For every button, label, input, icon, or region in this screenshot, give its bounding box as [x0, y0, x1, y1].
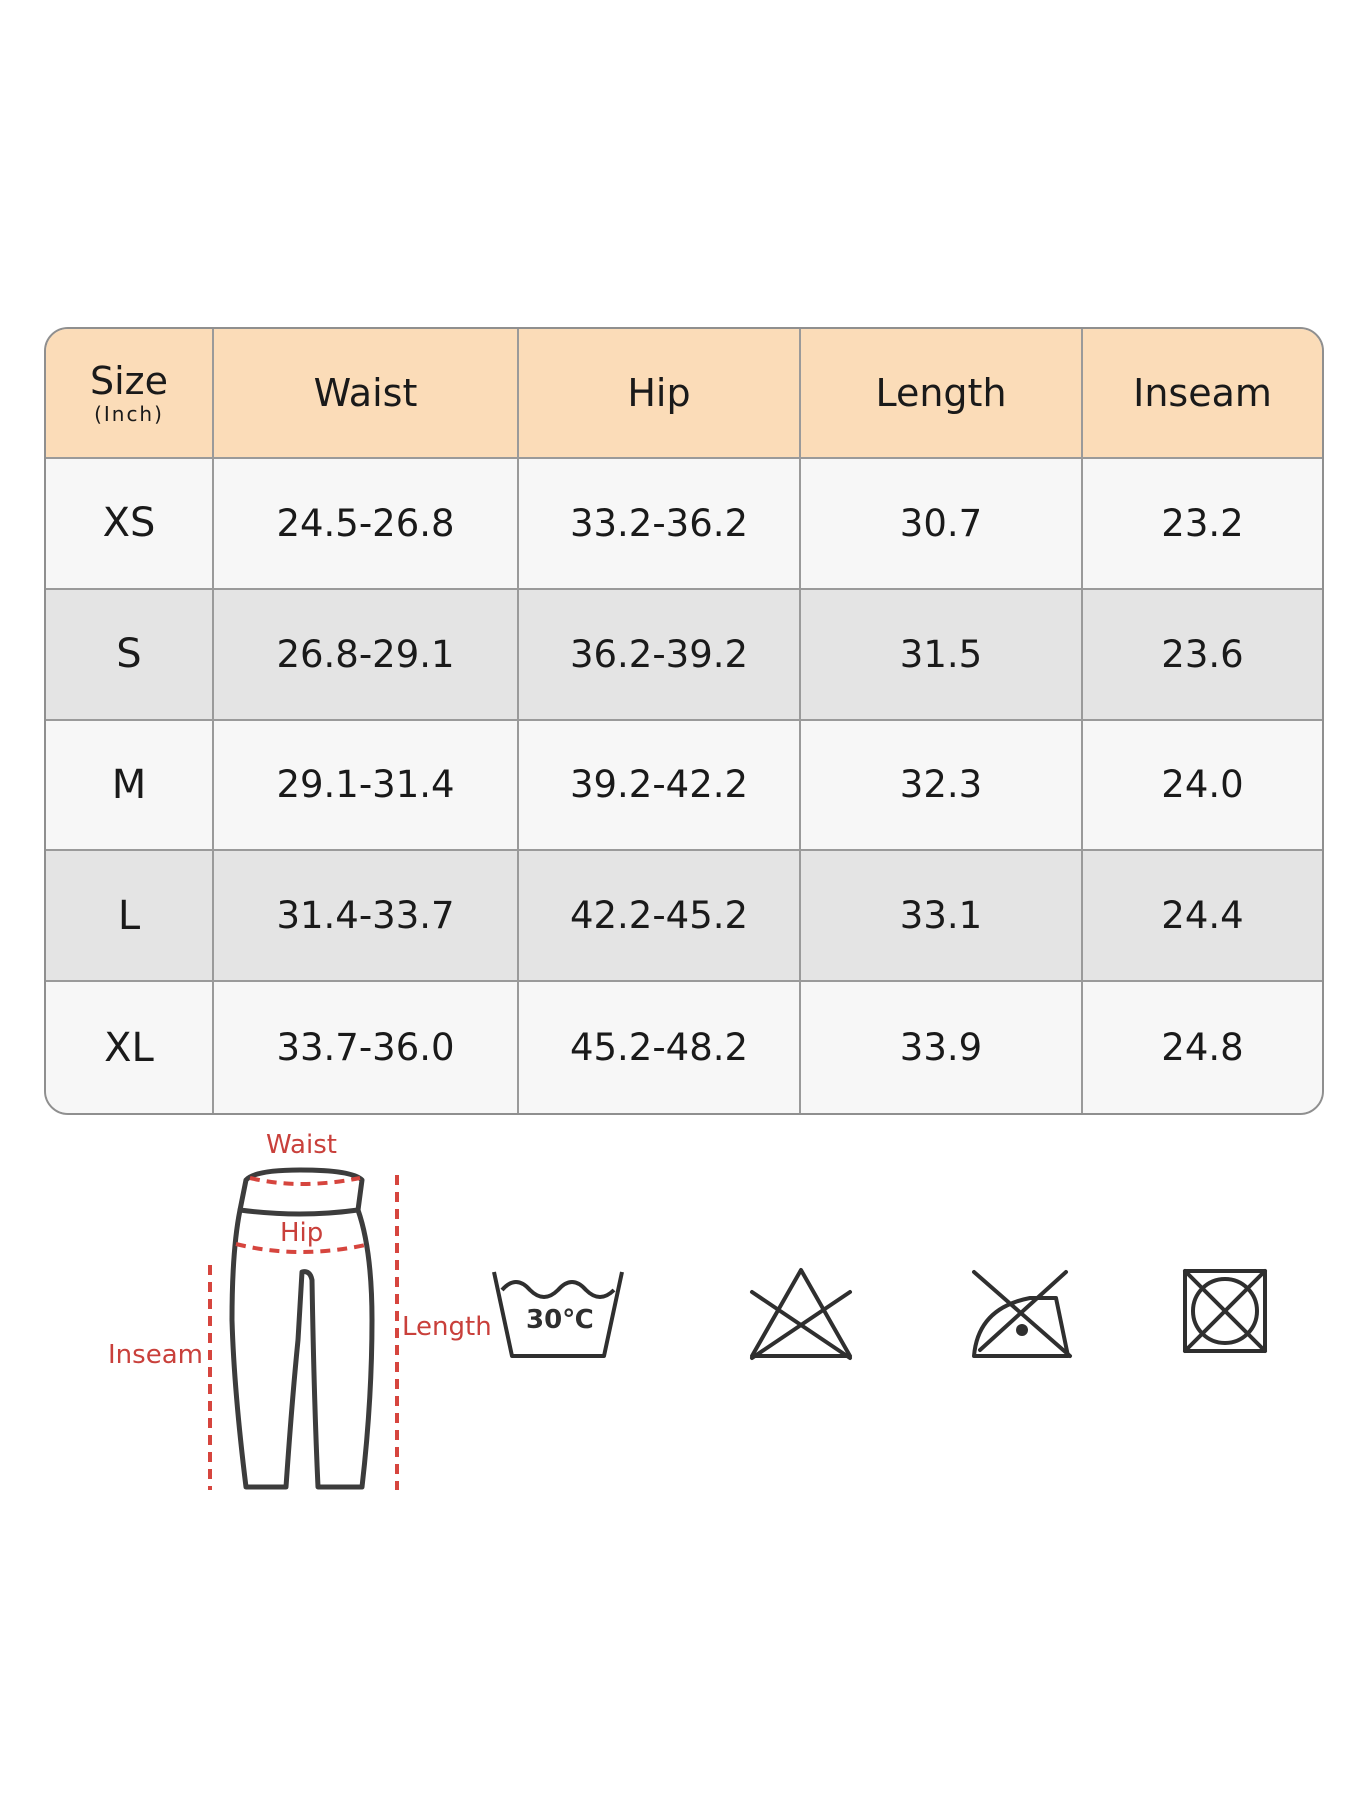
row-waist: 33.7-36.0	[214, 982, 519, 1113]
length-label: Length	[402, 1312, 492, 1342]
row-size: M	[46, 721, 214, 852]
row-length: 31.5	[801, 590, 1083, 721]
row-inseam: 23.2	[1083, 459, 1322, 590]
measurement-diagram	[100, 1130, 520, 1500]
row-size: L	[46, 851, 214, 982]
hand-wash-30c-icon	[492, 1270, 626, 1360]
row-waist: 24.5-26.8	[214, 459, 519, 590]
row-inseam: 24.8	[1083, 982, 1322, 1113]
header-size	[46, 329, 214, 459]
header-hip: Hip	[519, 329, 801, 459]
no-iron-icon	[970, 1268, 1074, 1360]
row-length: 32.3	[801, 721, 1083, 852]
size-chart-table	[44, 327, 1324, 1115]
row-hip: 42.2-45.2	[519, 851, 801, 982]
waist-label: Waist	[266, 1130, 337, 1160]
row-length: 33.9	[801, 982, 1083, 1113]
row-inseam: 23.6	[1083, 590, 1322, 721]
row-size: XS	[46, 459, 214, 590]
hip-label: Hip	[280, 1218, 324, 1248]
row-size: S	[46, 590, 214, 721]
row-size: XL	[46, 982, 214, 1113]
no-tumble-dry-icon	[1182, 1268, 1268, 1354]
header-waist: Waist	[214, 329, 519, 459]
row-waist: 29.1-31.4	[214, 721, 519, 852]
row-waist: 31.4-33.7	[214, 851, 519, 982]
row-length: 30.7	[801, 459, 1083, 590]
header-size-label: Size	[89, 359, 168, 403]
header-length: Length	[801, 329, 1083, 459]
no-bleach-icon	[746, 1266, 856, 1362]
row-inseam: 24.4	[1083, 851, 1322, 982]
inseam-label: Inseam	[108, 1340, 203, 1370]
row-hip: 39.2-42.2	[519, 721, 801, 852]
header-size-unit: (Inch)	[94, 402, 164, 426]
row-hip: 45.2-48.2	[519, 982, 801, 1113]
wash-temp-label: 30℃	[526, 1305, 594, 1335]
row-waist: 26.8-29.1	[214, 590, 519, 721]
row-length: 33.1	[801, 851, 1083, 982]
header-inseam: Inseam	[1083, 329, 1322, 459]
row-inseam: 24.0	[1083, 721, 1322, 852]
row-hip: 36.2-39.2	[519, 590, 801, 721]
row-hip: 33.2-36.2	[519, 459, 801, 590]
